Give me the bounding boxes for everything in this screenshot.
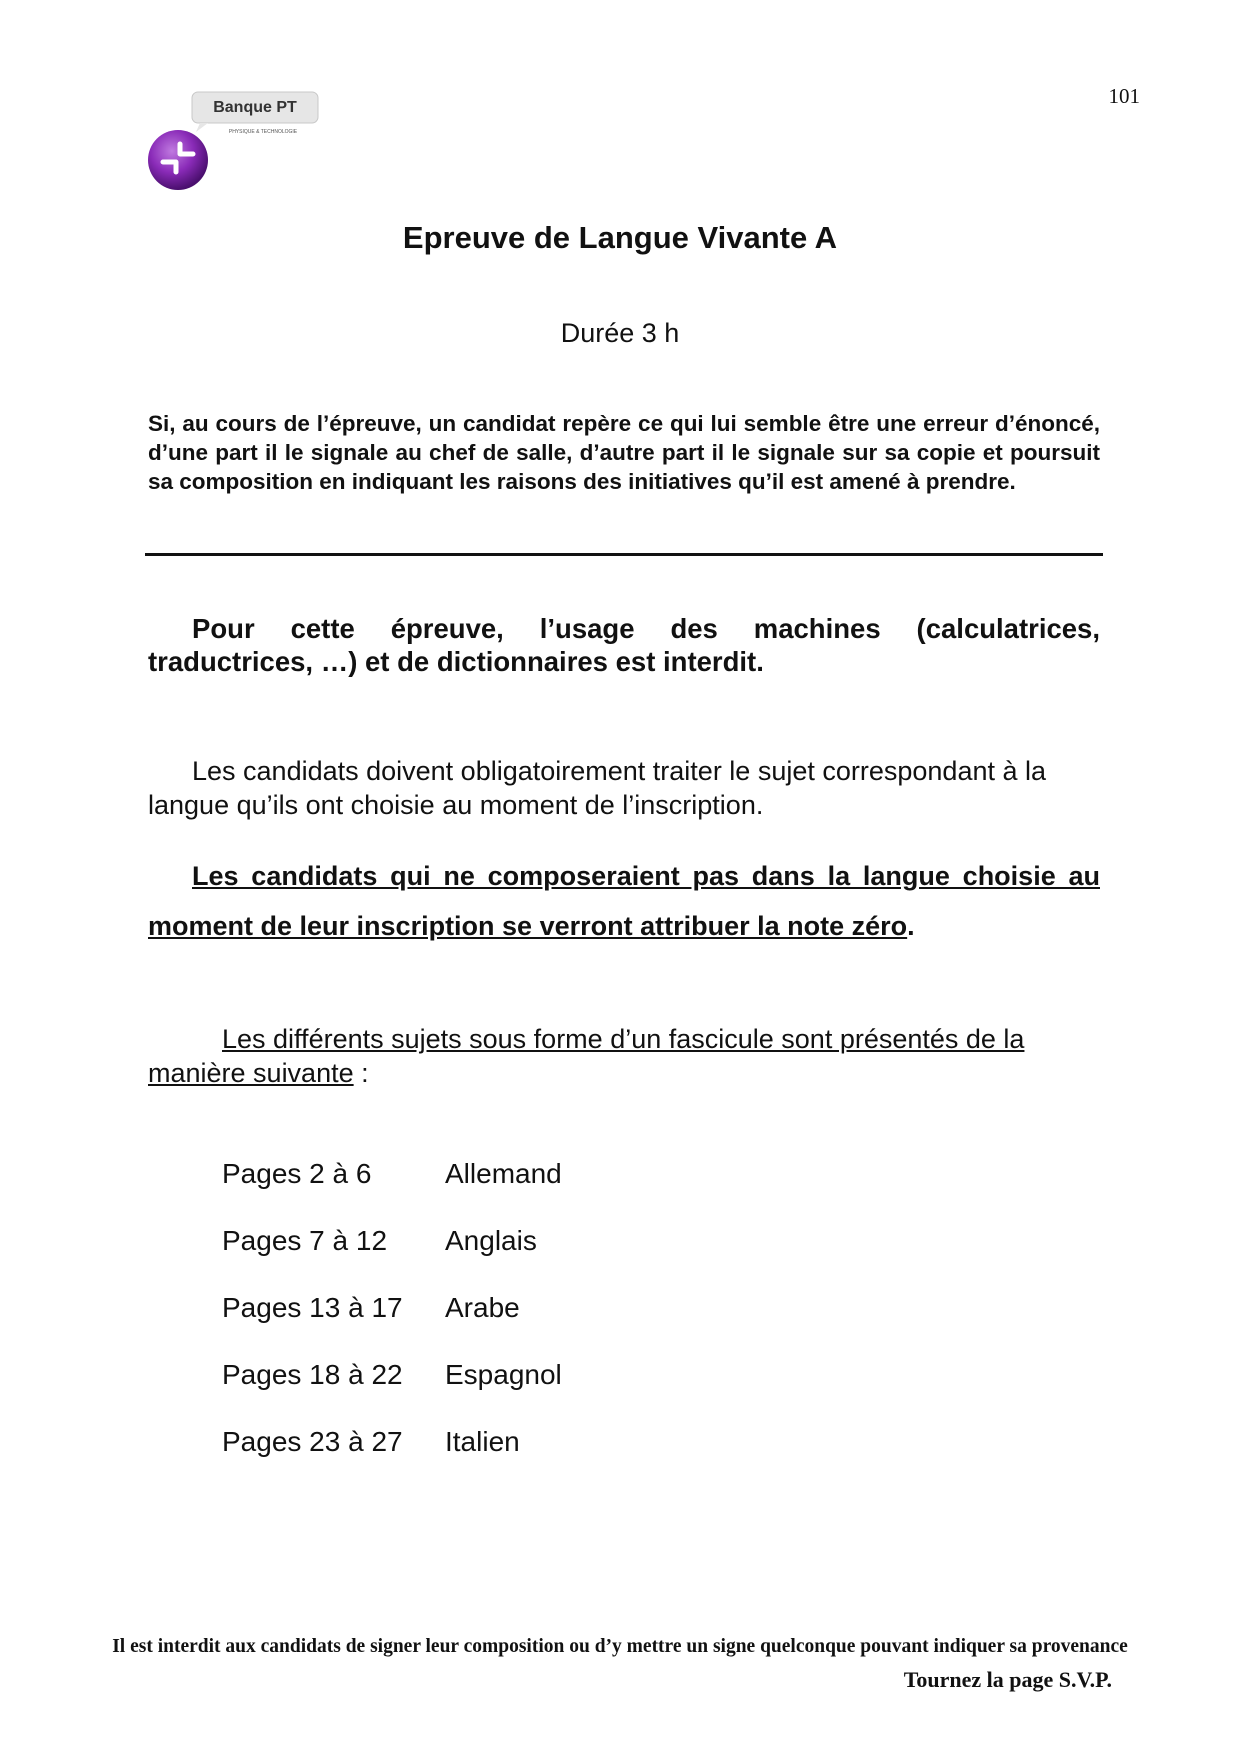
warning-end: .: [907, 911, 915, 941]
logo-text: Banque PT: [213, 99, 297, 116]
turn-page-note: Tournez la page S.V.P.: [903, 1667, 1112, 1692]
subject-row: [222, 1358, 562, 1425]
subject-pages: Pages 18 à 22: [222, 1359, 403, 1390]
subjects-intro-suffix: :: [353, 1058, 369, 1088]
subject-language: Espagnol: [445, 1359, 562, 1390]
subject-row: [222, 1224, 562, 1291]
warning-paragraph: [148, 851, 1100, 951]
subjects-intro-text: Les différents sujets sous forme d’un fascicule sont présentés de la manière suivante: [148, 1024, 1025, 1088]
subjects-intro: [148, 1022, 1100, 1090]
subject-language: Arabe: [445, 1292, 520, 1323]
subject-language: Allemand: [445, 1158, 562, 1189]
subject-row: [222, 1425, 562, 1492]
exam-title: Epreuve de Langue Vivante A: [402, 220, 838, 255]
footer-notice: Il est interdit aux candidats de signer leur composition ou d’y mettre un signe quelconque pouvant indiquer sa provenance: [112, 1636, 1128, 1657]
subject-language: Anglais: [445, 1225, 537, 1256]
subject-row: [222, 1291, 562, 1358]
error-notice: Si, au cours de l’épreuve, un candidat repère ce qui lui semble être une erreur d’énoncé, d’une part il le signale au chef de salle, d’autre part il le signale sur sa copie et poursuit sa composition en indiquant les raisons des initiatives qu’il est amené à prendre.: [148, 411, 1100, 494]
subject-language: Italien: [445, 1426, 520, 1457]
subjects-list: [222, 1157, 562, 1492]
subject-pages: Pages 13 à 17: [222, 1292, 403, 1323]
logo-subtitle: PHYSIQUE & TECHNOLOGIE: [228, 129, 298, 135]
subject-row: [222, 1157, 562, 1224]
exam-duration: Durée 3 h: [560, 318, 680, 348]
warning-text: Les candidats qui ne composeraient pas dans la langue choisie au moment de leur inscription se verront attribuer la note zéro: [148, 861, 1100, 941]
subject-pages: Pages 7 à 12: [222, 1225, 388, 1256]
banque-pt-logo: [146, 90, 326, 195]
subject-pages: Pages 23 à 27: [222, 1426, 403, 1457]
logo-orb: [148, 130, 208, 190]
page-number: 101: [1108, 84, 1140, 108]
subject-pages: Pages 2 à 6: [222, 1158, 372, 1189]
horizontal-rule: [145, 553, 1103, 556]
prohibition-paragraph: Pour cette épreuve, l’usage des machines (calculatrices, traductrices, …) et de dictionnaires est interdit.: [148, 613, 1100, 677]
instruction-paragraph: Les candidats doivent obligatoirement traiter le sujet correspondant à la langue qu’ils ont choisie au moment de l’inscription.: [148, 756, 1047, 820]
